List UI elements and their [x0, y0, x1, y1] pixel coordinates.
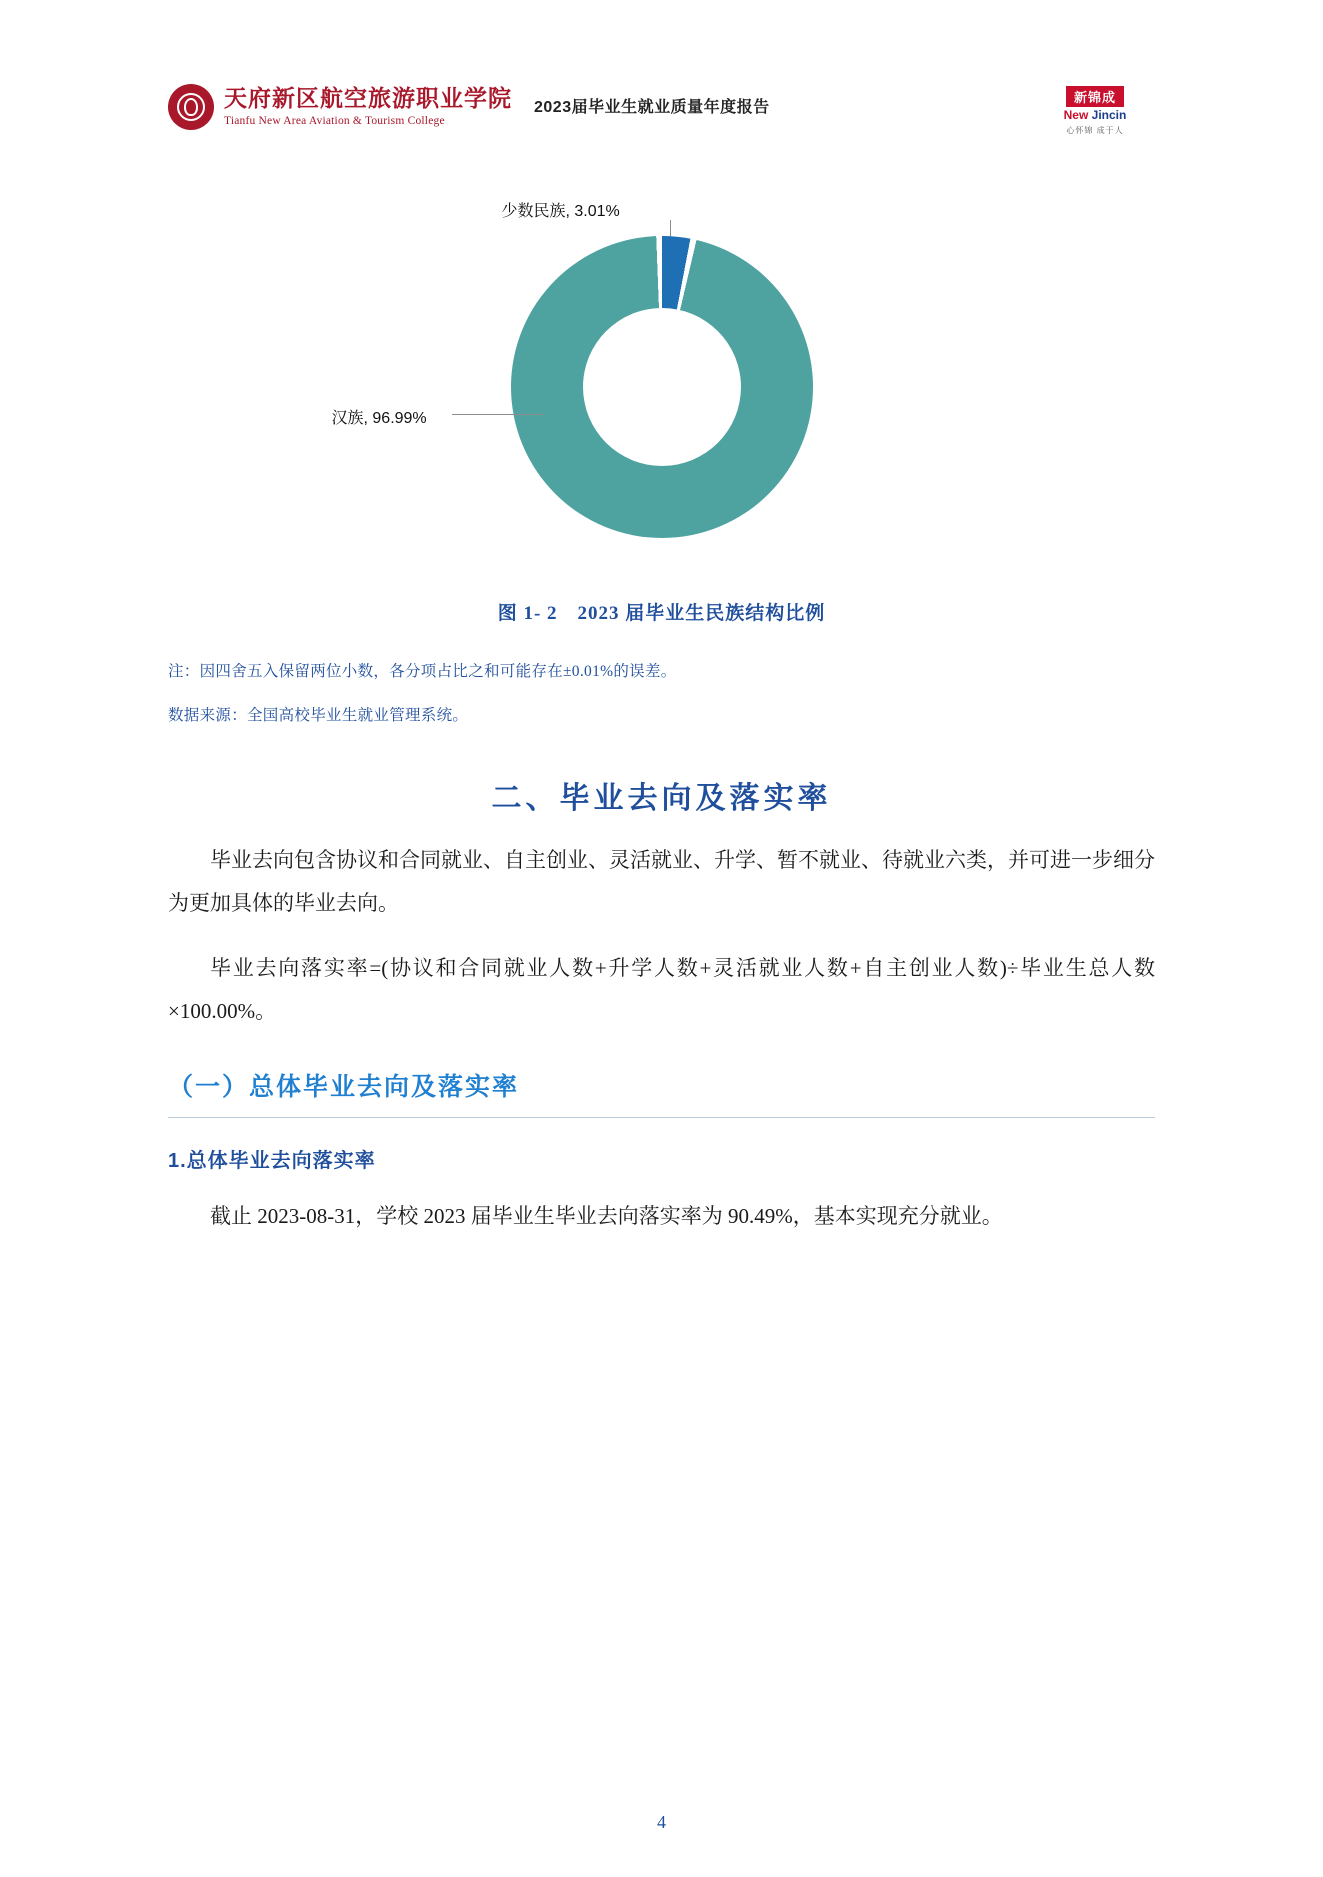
- figure-caption: 图 1- 2 2023 届毕业生民族结构比例: [497, 603, 826, 624]
- college-logo-text: [224, 85, 512, 127]
- partner-badge-cn: 新锦成: [1066, 86, 1124, 107]
- heading-divider: [168, 1117, 1155, 1118]
- ethnicity-donut-chart: [168, 190, 1155, 590]
- partner-name-en: [1035, 109, 1155, 123]
- paragraph-2: 毕业去向落实率=(协议和合同就业人数+升学人数+灵活就业人数+自主创业人数)÷毕业生总人数×100.00%。: [168, 956, 1155, 1024]
- college-name-cn: 天府新区航空旅游职业学院: [224, 86, 512, 112]
- paragraph-1: 毕业去向包含协议和合同就业、自主创业、灵活就业、升学、暂不就业、待就业六类，并可进一步细分为更加具体的毕业去向。: [168, 848, 1155, 916]
- college-name-en: Tianfu New Area Aviation & Tourism College: [224, 114, 445, 127]
- section-heading-2: （一）总体毕业去向及落实率: [168, 1073, 520, 1102]
- partner-slogan: 心怀锦 成于人: [1066, 125, 1124, 135]
- document-page: [0, 82, 1323, 1877]
- chart-label-han: 汉族, 96.99%: [331, 410, 427, 427]
- partner-name-en-line1: New: [1063, 108, 1089, 122]
- paragraph-3: 截止 2023-08-31，学校 2023 届毕业生毕业去向落实率为 90.49%，基本实现充分就业。: [210, 1204, 1003, 1229]
- donut-ring: [511, 236, 813, 538]
- page-header: [168, 82, 1155, 168]
- partner-name-en-line2: Jincin: [1091, 108, 1127, 122]
- donut-center-hole: [583, 308, 741, 466]
- chart-label-minority: 少数民族, 3.01%: [501, 203, 620, 220]
- figure-source: 数据来源：全国高校毕业生就业管理系统。: [168, 707, 469, 724]
- donut-graphic: [511, 236, 813, 538]
- figure-note: 注：因四舍五入保留两位小数，各分项占比之和可能存在±0.01%的误差。: [168, 663, 677, 680]
- college-seal-icon: [168, 84, 214, 130]
- college-logo: [168, 82, 512, 130]
- section-heading-3: 1.总体毕业去向落实率: [168, 1150, 376, 1173]
- partner-logo: [1035, 82, 1155, 136]
- chart-leader-line-han: [452, 414, 544, 415]
- document-title: 2023届毕业生就业质量年度报告: [534, 99, 770, 116]
- page-number: 4: [657, 1812, 666, 1832]
- section-heading-1: 二、毕业去向及落实率: [491, 782, 832, 815]
